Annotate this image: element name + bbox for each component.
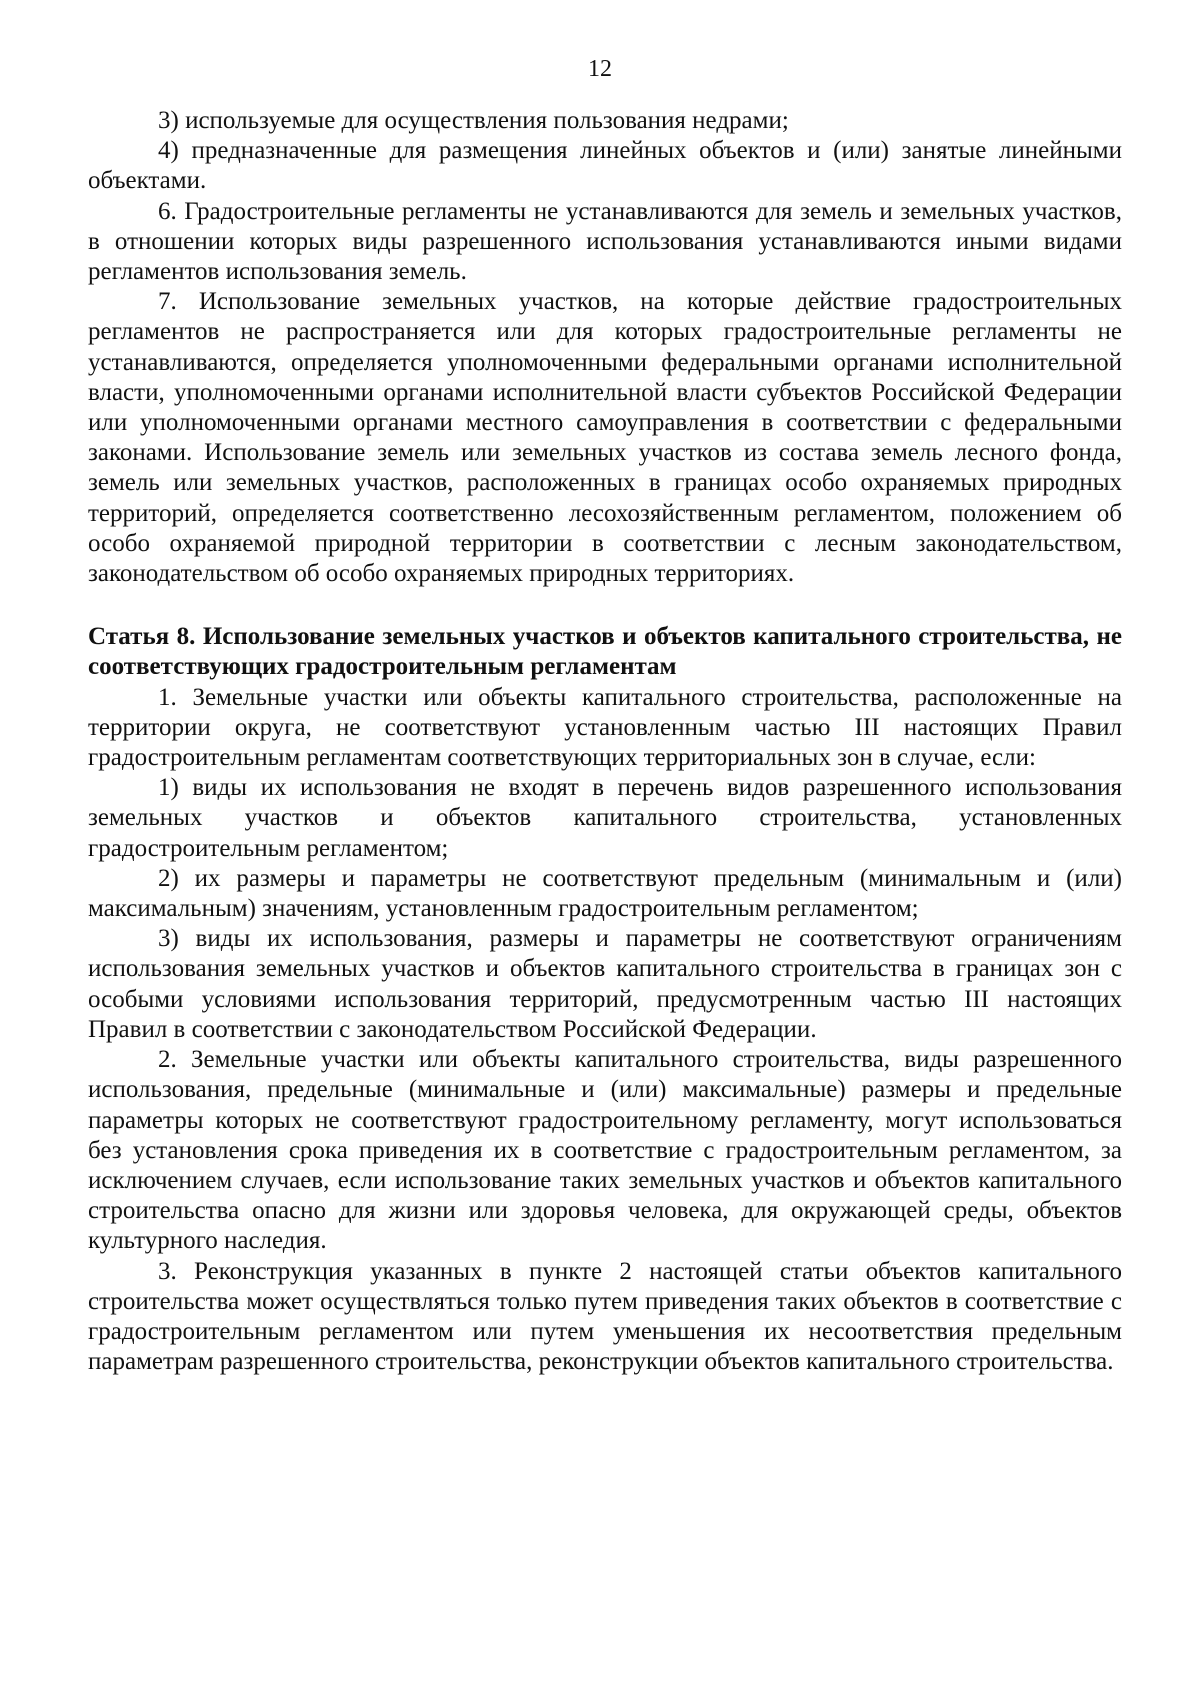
paragraph-item-4: 4) предназначенные для размещения линейных объектов и (или) занятые линейными объектами. <box>88 137 1122 195</box>
paragraph-art8-clause-1: 1. Земельные участки или объекты капитального строительства, расположенные на территории округа, не соответствуют установленным частью III настоящих Правил градостроительным регламентам соответствующих территориальных зон в случае, если: <box>88 683 1122 772</box>
paragraph-art8-item-2: 2) их размеры и параметры не соответствуют предельным (минимальным и (или) максимальным) значениям, установленным градостроительным регламентом; <box>88 864 1122 923</box>
article-8-heading: Статья 8. Использование земельных участков и объектов капитального строительства, не соответствующих градостроительным регламентам <box>88 623 1122 681</box>
paragraph-clause-6: 6. Градостроительные регламенты не устанавливаются для земель и земельных участков, в отношении которых виды разрешенного использования устанавливаются иными видами регламентов использования земель. <box>88 197 1122 286</box>
paragraph-item-3: 3) используемые для осуществления пользования недрами; <box>158 107 789 134</box>
paragraph-art8-item-3: 3) виды их использования, размеры и параметры не соответствуют ограничениям использования земельных участков и объектов капитального строительства в границах зон с особыми условиями использования территорий, предусмотренным частью III настоящих Правил в соответствии с законодательством Российской Федерации. <box>88 925 1122 1043</box>
document-body <box>88 106 1122 1377</box>
paragraph-art8-clause-3: 3. Реконструкция указанных в пункте 2 настоящей статьи объектов капитального строительства может осуществляться только путем приведения таких объектов в соответствие с градостроительным регламентом или путем уменьшения их несоответствия предельным параметрам разрешенного строительства, реконструкции объектов капитального строительства. <box>88 1257 1122 1376</box>
paragraph-art8-clause-2: 2. Земельные участки или объекты капитального строительства, виды разрешенного использования, предельные (минимальные и (или) максимальные) размеры и предельные параметры которых не соответствуют градостроительному регламенту, могут использоваться без установления срока приведения их в соответствие с градостроительным регламентом, за исключением случаев, если использование таких земельных участков и объектов капитального строительства опасно для жизни или здоровья человека, для окружающей среды, объектов культурного наследия. <box>88 1046 1122 1255</box>
paragraph-clause-7: 7. Использование земельных участков, на которые действие градостроительных регламентов не распространяется или для которых градостроительные регламенты не устанавливаются, определяется уполномоченными федеральными органами исполнительной власти, уполномоченными органами исполнительной власти субъектов Российской Федерации или уполномоченными органами местного самоуправления в соответствии с федеральными законами. Использование земель или земельных участков из состава земель лесного фонда, земель или земельных участков, расположенных в границах особо охраняемых природных территорий, определяется соответственно лесохозяйственным регламентом, положением об особо охраняемой природной территории в соответствии с лесным законодательством, законодательством об особо охраняемых природных территориях. <box>88 288 1122 588</box>
page-number: 12 <box>588 56 612 82</box>
paragraph-art8-item-1: 1) виды их использования не входят в перечень видов разрешенного использования земельных участков и объектов капитального строительства, установленных градостроительным регламентом; <box>88 774 1122 862</box>
